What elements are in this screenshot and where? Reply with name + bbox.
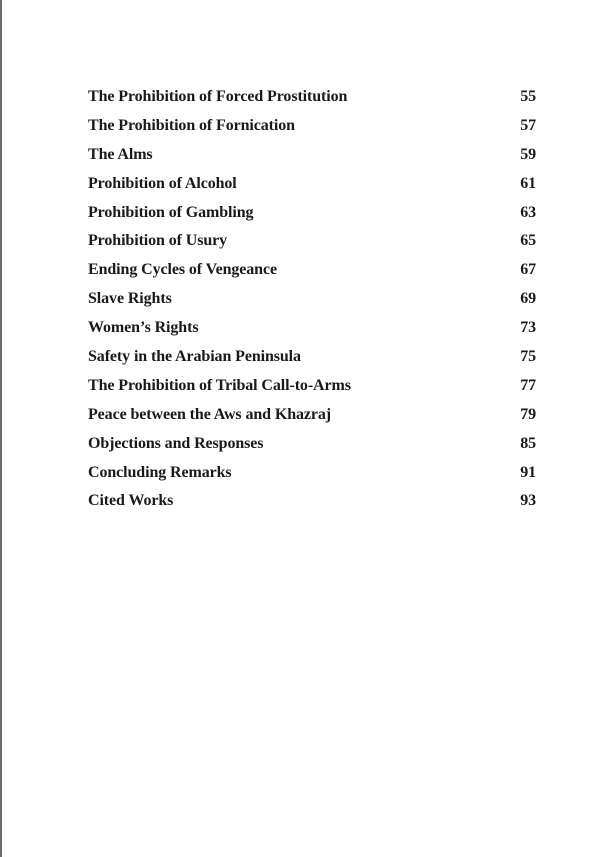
toc-entry-title: Women’s Rights <box>88 319 199 337</box>
toc-entry-title: The Alms <box>88 145 153 163</box>
toc-entry-page-number: 85 <box>520 434 536 452</box>
toc-entry-title: Cited Works <box>88 492 174 510</box>
toc-entry <box>88 464 536 493</box>
toc-entry <box>88 261 536 290</box>
toc-entry-title: Concluding Remarks <box>88 463 232 481</box>
toc-entry-page-number: 93 <box>520 492 536 510</box>
toc-entry-page-number: 91 <box>520 463 536 481</box>
toc-entry-page-number: 57 <box>520 116 536 134</box>
toc-entry-title: The Prohibition of Tribal Call-to-Arms <box>88 376 351 394</box>
toc-entry-page-number: 63 <box>520 203 536 221</box>
toc-entry-page-number: 73 <box>520 319 536 337</box>
toc-entry <box>88 348 536 377</box>
toc-entry <box>88 204 536 233</box>
toc-entry-title: Prohibition of Alcohol <box>88 174 237 192</box>
toc-entry-page-number: 59 <box>520 145 536 163</box>
toc-entry <box>88 117 536 146</box>
toc-entry-title: Prohibition of Gambling <box>88 203 254 221</box>
toc-entry-title: Objections and Responses <box>88 434 264 452</box>
toc-entry-page-number: 65 <box>520 232 536 250</box>
toc-entry <box>88 232 536 261</box>
toc-entry <box>88 492 536 521</box>
toc-entry <box>88 406 536 435</box>
toc-entry-title: Safety in the Arabian Peninsula <box>88 348 301 366</box>
toc-entry-page-number: 69 <box>520 290 536 308</box>
toc-entry-title: Prohibition of Usury <box>88 232 228 250</box>
toc-entry-page-number: 67 <box>520 261 536 279</box>
toc-entry <box>88 377 536 406</box>
toc-entry-page-number: 79 <box>520 405 536 423</box>
toc-entry-page-number: 77 <box>520 376 536 394</box>
table-of-contents <box>88 88 536 521</box>
toc-entry <box>88 290 536 319</box>
toc-entry-title: Slave Rights <box>88 290 172 308</box>
toc-entry-page-number: 61 <box>520 174 536 192</box>
toc-entry-page-number: 75 <box>520 348 536 366</box>
toc-entry <box>88 175 536 204</box>
toc-entry <box>88 146 536 175</box>
toc-entry <box>88 435 536 464</box>
toc-entry-title: The Prohibition of Fornication <box>88 116 295 134</box>
toc-entry <box>88 88 536 117</box>
toc-entry-title: The Prohibition of Forced Prostitution <box>88 88 348 105</box>
toc-entry-page-number: 55 <box>520 88 536 105</box>
toc-entry <box>88 319 536 348</box>
toc-entry-title: Peace between the Aws and Khazraj <box>88 405 332 423</box>
toc-entry-title: Ending Cycles of Vengeance <box>88 261 277 279</box>
